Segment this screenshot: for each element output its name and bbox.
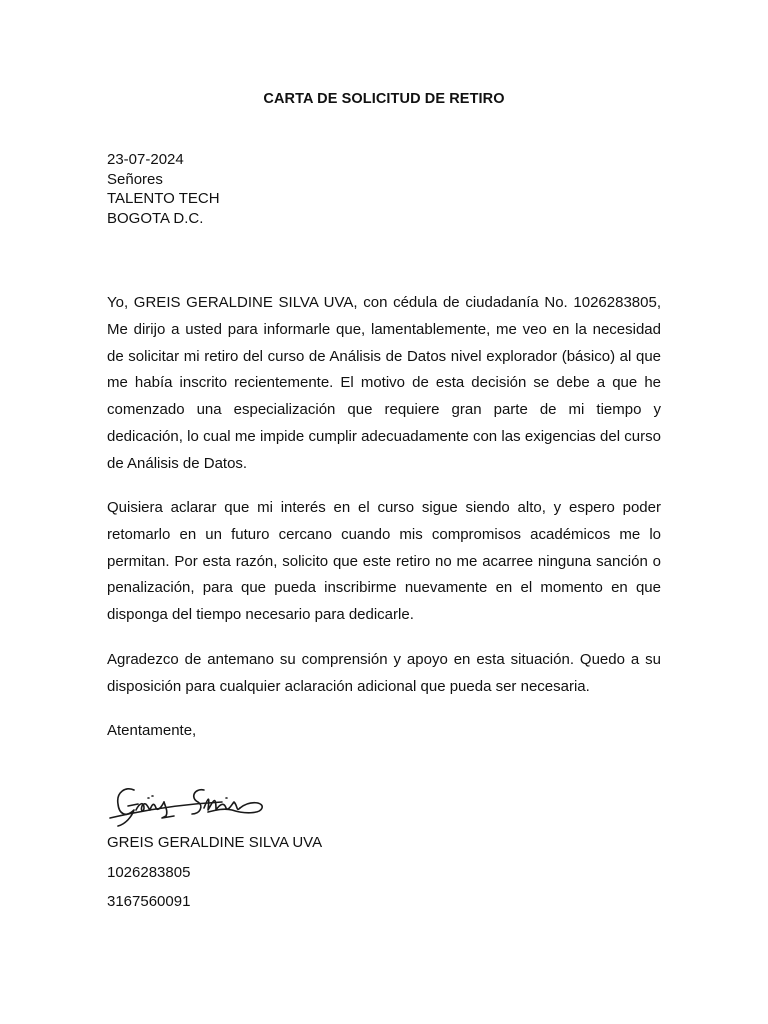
signer-id-number: 1026283805 (107, 863, 191, 881)
body-paragraph-2: Quisiera aclarar que mi interés en el curso sigue siendo alto, y espero poder retomarlo en un futuro cercano cuando mis compromisos académicos me lo permitan. Por esta razón, solicito que este retiro no me acarree ninguna sanción o penalización, para que pueda inscribirme nuevamente en el momento en que disponga del tiempo necesario para dedicarle. (107, 499, 661, 624)
letter-title: CARTA DE SOLICITUD DE RETIRO (263, 91, 505, 107)
letter-city: BOGOTA D.C. (107, 209, 204, 227)
signature-block (107, 828, 322, 917)
body-paragraph-3: Agradezco de antemano su comprensión y apoyo en esta situación. Quedo a su disposición para cualquier aclaración adicional que pueda ser necesaria. (107, 651, 661, 695)
body-paragraph-1: Yo, GREIS GERALDINE SILVA UVA, con cédula de ciudadanía No. 1026283805, Me dirijo a usted para informarle que, lamentablemente, me veo en la necesidad de solicitar mi retiro del curso de Análisis de Datos nivel explorador (básico) al que me había inscrito recientemente. El motivo de esta decisión se debe a que he comenzado una especialización que requiere gran parte de mi tiempo y dedicación, lo cual me impide cumplir adecuadamente con las exigencias del curso de Análisis de Datos. (107, 294, 661, 472)
letter-date: 23-07-2024 (107, 151, 184, 168)
signer-phone: 3167560091 (107, 893, 191, 910)
letter-header (107, 150, 220, 228)
signer-name: GREIS GERALDINE SILVA UVA (107, 834, 323, 851)
handwritten-signature (104, 780, 274, 830)
letter-salutation: Señores (107, 170, 163, 188)
letter-closing: Atentamente, (107, 722, 197, 739)
letter-recipient: TALENTO TECH (107, 190, 220, 207)
